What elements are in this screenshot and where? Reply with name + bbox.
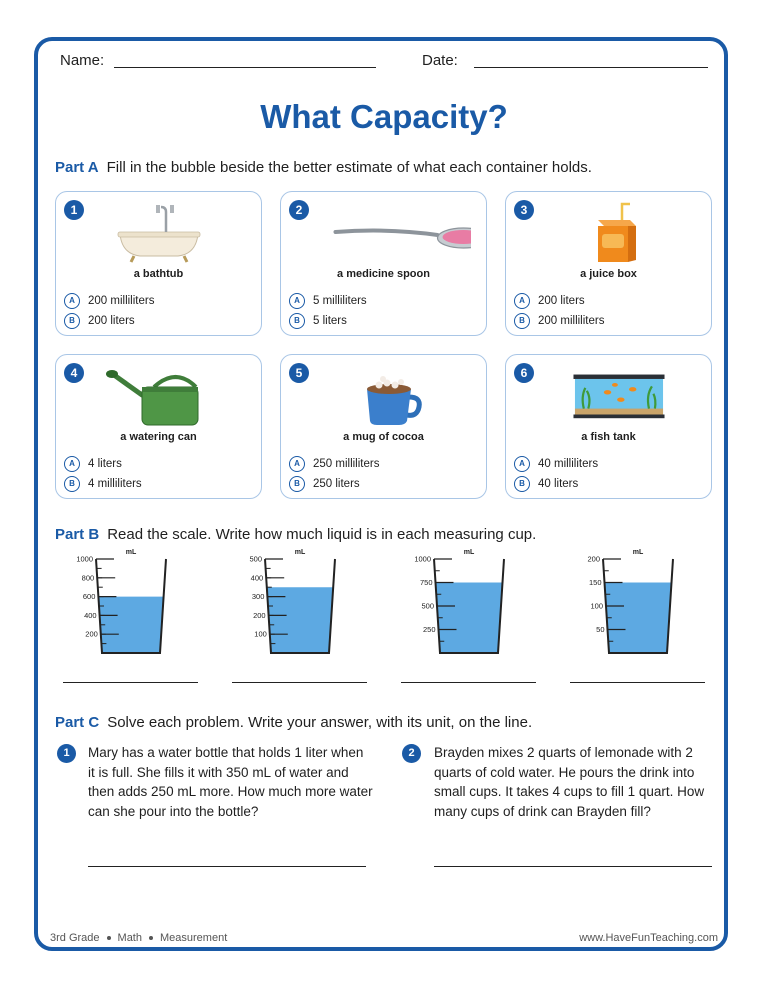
part-c-heading [55, 714, 532, 731]
cup-scale-1 [68, 545, 168, 660]
bubble-a[interactable]: A [289, 293, 305, 309]
footer-tags [50, 932, 227, 944]
answer-line-4[interactable] [570, 682, 705, 683]
option-a[interactable] [289, 455, 379, 473]
option-text: 200 milliliters [538, 315, 605, 327]
problem-number-1: 1 [57, 744, 76, 763]
container-name: a medicine spoon [337, 268, 430, 280]
container-card-5 [280, 354, 487, 499]
part-b-instruction: Read the scale. Write how much liquid is in each measuring cup. [107, 526, 537, 543]
option-text: 40 milliliters [538, 458, 599, 470]
tick-label: 100 [590, 601, 603, 611]
name-label: Name: [60, 52, 105, 69]
option-b[interactable] [514, 475, 578, 493]
problem-text-2: Brayden mixes 2 quarts of lemonade with 2 quarts of cold water. He pours the drink into small cups. It takes 4 cups to fill 1 quart. How many cups of drink can Brayden fill? [434, 745, 705, 819]
bubble-b[interactable]: B [289, 313, 305, 329]
answer-line-1[interactable] [63, 682, 198, 683]
bubble-b[interactable]: B [514, 313, 530, 329]
option-text: 40 liters [538, 478, 579, 490]
tick-label: 600 [82, 592, 96, 602]
bubble-b[interactable]: B [514, 476, 530, 492]
tick-label: 250 [422, 625, 436, 634]
answer-line-2[interactable] [232, 682, 367, 683]
tick-label: 100 [254, 629, 267, 639]
container-card-2 [280, 191, 487, 336]
part-b-tag: Part B [55, 526, 100, 543]
cup-scale-4 [575, 545, 675, 660]
tick-label: 400 [84, 610, 97, 620]
spoon-icon [311, 202, 471, 264]
answer-line-3[interactable] [401, 682, 536, 683]
container-card-6 [505, 354, 712, 499]
tick-label: 750 [419, 578, 433, 587]
container-name: a juice box [580, 268, 637, 280]
tick-label: 200 [253, 610, 266, 620]
juice-box-icon [546, 202, 673, 264]
bubble-a[interactable]: A [514, 293, 530, 309]
option-text: 250 liters [313, 478, 360, 490]
measuring-cup-1 [68, 545, 168, 660]
footer-site[interactable]: www.HaveFunTeaching.com [579, 932, 718, 944]
tick-label: 800 [81, 573, 95, 583]
tick-label: 300 [251, 592, 265, 602]
item-number: 2 [289, 200, 309, 220]
option-a[interactable] [64, 292, 154, 310]
option-text: 5 liters [313, 315, 347, 327]
option-b[interactable] [289, 312, 347, 330]
bubble-a[interactable]: A [514, 456, 530, 472]
tick-label: 200 [85, 629, 98, 639]
watering-can-icon [96, 365, 223, 427]
part-a-instruction: Fill in the bubble beside the better estimate of what each container holds. [106, 159, 592, 176]
cup-scale-3 [406, 545, 506, 660]
part-b-heading [55, 526, 536, 543]
bullet-icon [107, 936, 111, 940]
bubble-b[interactable]: B [289, 476, 305, 492]
option-text: 4 liters [88, 458, 122, 470]
option-text: 4 milliliters [88, 478, 142, 490]
part-c-tag: Part C [55, 714, 100, 731]
container-card-4 [55, 354, 262, 499]
part-a-tag: Part A [55, 159, 99, 176]
name-date-row [60, 52, 710, 76]
option-b[interactable] [64, 312, 135, 330]
option-b[interactable] [289, 475, 360, 493]
water-fill [98, 597, 163, 653]
option-a[interactable] [64, 455, 122, 473]
measuring-cup-2 [237, 545, 337, 660]
unit-label: mL [632, 549, 644, 556]
measuring-cup-3 [406, 545, 506, 660]
water-fill [436, 583, 503, 654]
bubble-a[interactable]: A [64, 456, 80, 472]
unit-label: mL [294, 549, 306, 556]
problem-answer-line-1[interactable] [88, 866, 366, 867]
date-line[interactable] [474, 67, 708, 68]
container-card-1 [55, 191, 262, 336]
bubble-b[interactable]: B [64, 476, 80, 492]
container-name: a watering can [120, 431, 197, 443]
tick-label: 1000 [414, 554, 431, 564]
option-a[interactable] [514, 455, 598, 473]
bullet-icon [149, 936, 153, 940]
water-fill [605, 583, 672, 654]
option-text: 200 liters [538, 295, 585, 307]
problem-text-1: Mary has a water bottle that holds 1 liter when it is full. She fills it with 350 mL of water and then adds 250 mL more. How much more water can she pour into the bottle? [88, 745, 373, 819]
item-number: 5 [289, 363, 309, 383]
problem-answer-line-2[interactable] [434, 866, 712, 867]
container-name: a fish tank [581, 431, 636, 443]
tick-label: 500 [421, 601, 434, 611]
name-line[interactable] [114, 67, 376, 68]
problem-number-2: 2 [402, 744, 421, 763]
option-b[interactable] [64, 475, 142, 493]
item-number: 6 [514, 363, 534, 383]
tick-label: 200 [587, 554, 600, 564]
tick-label: 50 [596, 625, 605, 634]
part-a-heading [55, 159, 592, 176]
container-card-3 [505, 191, 712, 336]
bubble-a[interactable]: A [64, 293, 80, 309]
bathtub-icon [96, 202, 223, 264]
footer-grade: 3rd Grade [50, 932, 100, 944]
item-number: 1 [64, 200, 84, 220]
item-number: 4 [64, 363, 84, 383]
option-text: 200 milliliters [88, 295, 155, 307]
unit-label: mL [125, 549, 137, 556]
option-a[interactable] [514, 292, 585, 310]
option-b[interactable] [514, 312, 604, 330]
page-title: What Capacity? [260, 98, 508, 135]
mug-icon [321, 365, 448, 427]
container-name: a mug of cocoa [343, 431, 424, 443]
option-text: 250 milliliters [313, 458, 380, 470]
footer-subject: Math [117, 932, 142, 944]
fish-tank-icon [572, 365, 666, 427]
option-a[interactable] [289, 292, 367, 310]
measuring-cup-4 [575, 545, 675, 660]
tick-label: 1000 [76, 554, 93, 564]
footer-topic: Measurement [160, 932, 228, 944]
tick-label: 400 [250, 573, 264, 583]
container-name: a bathtub [133, 268, 184, 280]
option-text: 200 liters [88, 315, 135, 327]
part-c-instruction: Solve each problem. Write your answer, with its unit, on the line. [107, 714, 533, 731]
tick-label: 150 [588, 578, 602, 587]
bubble-a[interactable]: A [289, 456, 305, 472]
cup-scale-2 [237, 545, 337, 660]
option-text: 5 milliliters [313, 295, 367, 307]
item-number: 3 [514, 200, 534, 220]
tick-label: 500 [249, 554, 262, 564]
bubble-b[interactable]: B [64, 313, 80, 329]
date-label: Date: [422, 52, 458, 69]
unit-label: mL [463, 549, 475, 556]
